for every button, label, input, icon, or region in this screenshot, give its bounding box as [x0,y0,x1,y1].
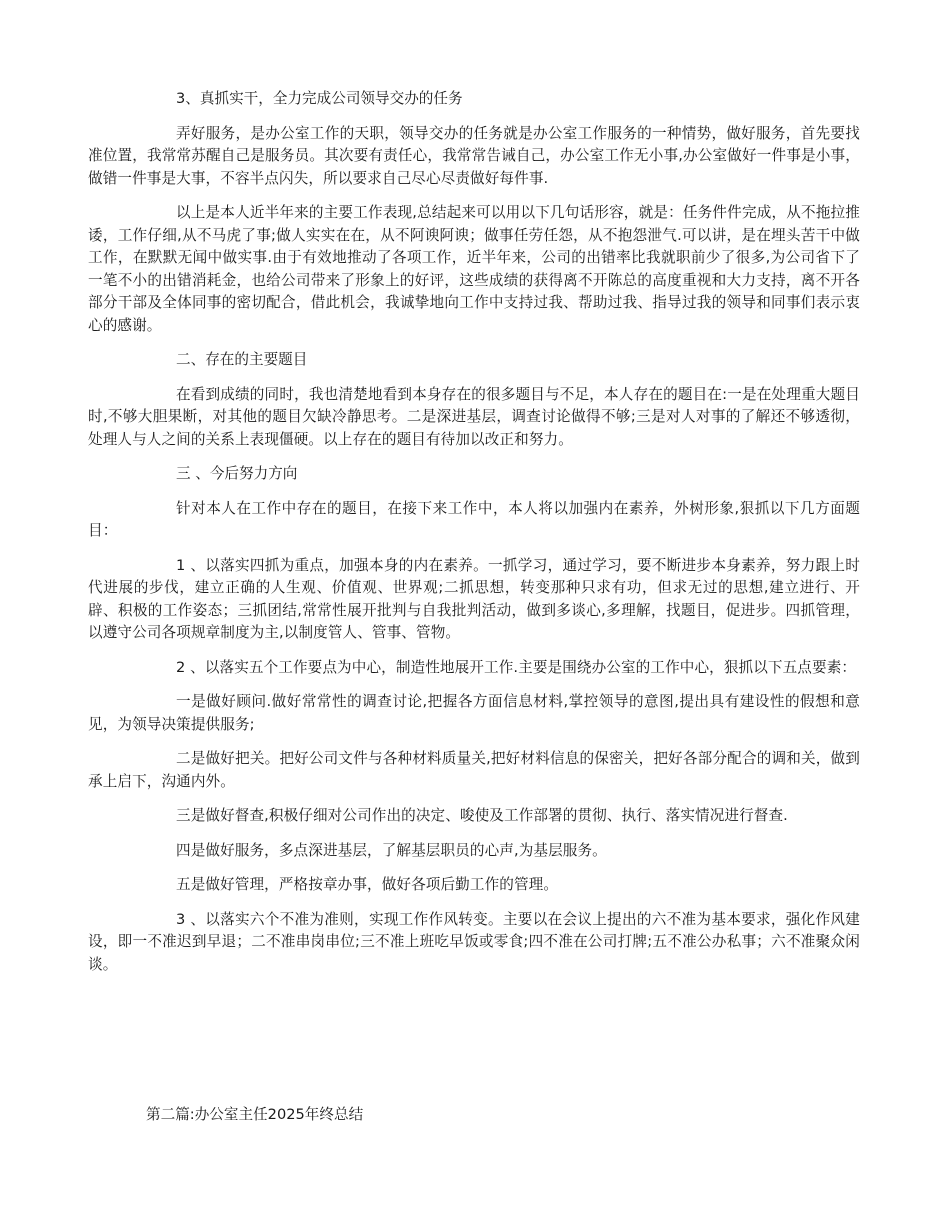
paragraph-problems: 在看到成绩的同时，我也清楚地看到本身存在的很多题目与不足，本人存在的题目在:一是在处理重大题目时,不够大胆果断，对其他的题目欠缺冷静思考。二是深进基层，调查讨论做得不够;三是对人对事的了解还不够透彻，处理人与人之间的关系上表现僵硬。以上存在的题目有待加以改正和努力。 [88,385,860,448]
paragraph-point-2: 2 、以落实五个工作要点为中心，制造性地展开工作.主要是围绕办公室的工作中心，狠抓以下五点要素： [176,658,857,676]
paragraph-service: 弄好服务，是办公室工作的天职，领导交办的任务就是办公室工作服务的一种情势，做好服务，首先要找准位置，我常常苏醒自己是服务员。其次要有责任心，我常常告诫自己，办公室工作无小事,办公室做好一件事是小事，做错一件事是大事，不容半点闪失，所以要求自己尽心尽责做好每件事. [88,124,860,187]
paragraph-gatekeeping: 二是做好把关。把好公司文件与各种材料质量关,把好材料信息的保密关，把好各部分配合的调和关，做到承上启下，沟通内外。 [88,750,860,790]
section-heading-direction: 三 、今后努力方向 [176,465,298,482]
paragraph-summary: 以上是本人近半年来的主要工作表现,总结起来可以用以下几句话形容，就是：任务件件完成，从不拖拉推诿，工作仔细,从不马虎了事;做人实实在在，从不阿谀阿谀；做事任劳任怨，从不抱怨泄气.可以讲，是在埋头苦干中做工作，在默默无闻中做实事.由于有效地推动了各项工作，近半年来，公司的出错率比我就职前少了很多,为公司省下了一笔不小的出错消耗金，也给公司带来了形象上的好评，这些成绩的获得离不开陈总的高度重视和大力支持，离不开各部分干部及全体同事的密切配合，借此机会，我诚挚地向工作中支持过我、帮助过我、指导过我的领导和同事们表示衷心的感谢。 [88,204,860,334]
paragraph-point-1: 1 、以落实四抓为重点，加强本身的内在素养。一抓学习，通过学习，要不断进步本身素养，努力跟上时代进展的步伐，建立正确的人生观、价值观、世界观;二抓思想，转变那种只求有功，但求无过的思想,建立进行、开辟、积极的工作姿态；三抓团结,常常性展开批判与自我批判活动，做到多谈心,多理解，找题目，促进步。四抓管理，以遵守公司各项规章制度为主,以制度管人、管事、管物。 [88,556,860,641]
paragraph-management: 五是做好管理，严格按章办事，做好各项后勤工作的管理。 [176,876,559,893]
paragraph-advisor: 一是做好顾问.做好常常性的调查讨论,把握各方面信息材料,掌控领导的意图,提出具有建设性的假想和意见，为领导决策提供服务; [88,693,860,733]
part-title: 第二篇:办公室主任2025年终总结 [146,1106,364,1123]
paragraph-direction-intro: 针对本人在工作中存在的题目，在接下来工作中，本人将以加强内在素养，外树形象,狠抓以下几方面题目： [88,499,860,539]
paragraph-service-grassroots: 四是做好服务，多点深进基层，了解基层职员的心声,为基层服务。 [176,841,607,859]
section-heading-problems: 二、存在的主要题目 [176,351,308,368]
section-heading-task: 3、真抓实干，全力完成公司领导交办的任务 [176,90,463,107]
paragraph-point-3: 3 、以落实六个不准为准则，实现工作作风转变。主要以在会议上提出的六不准为基本要求，强化作风建设，即一不准迟到早退；二不准串岗串位;三不准上班吃早饭或零食;四不准在公司打牌;五不准公办私事；六不准聚众闲谈。 [88,910,860,973]
paragraph-supervision: 三是做好督查,积极仔细对公司作出的决定、唆使及工作部署的贯彻、执行、落实情况进行督查. [176,807,788,824]
document-body [88,88,860,976]
